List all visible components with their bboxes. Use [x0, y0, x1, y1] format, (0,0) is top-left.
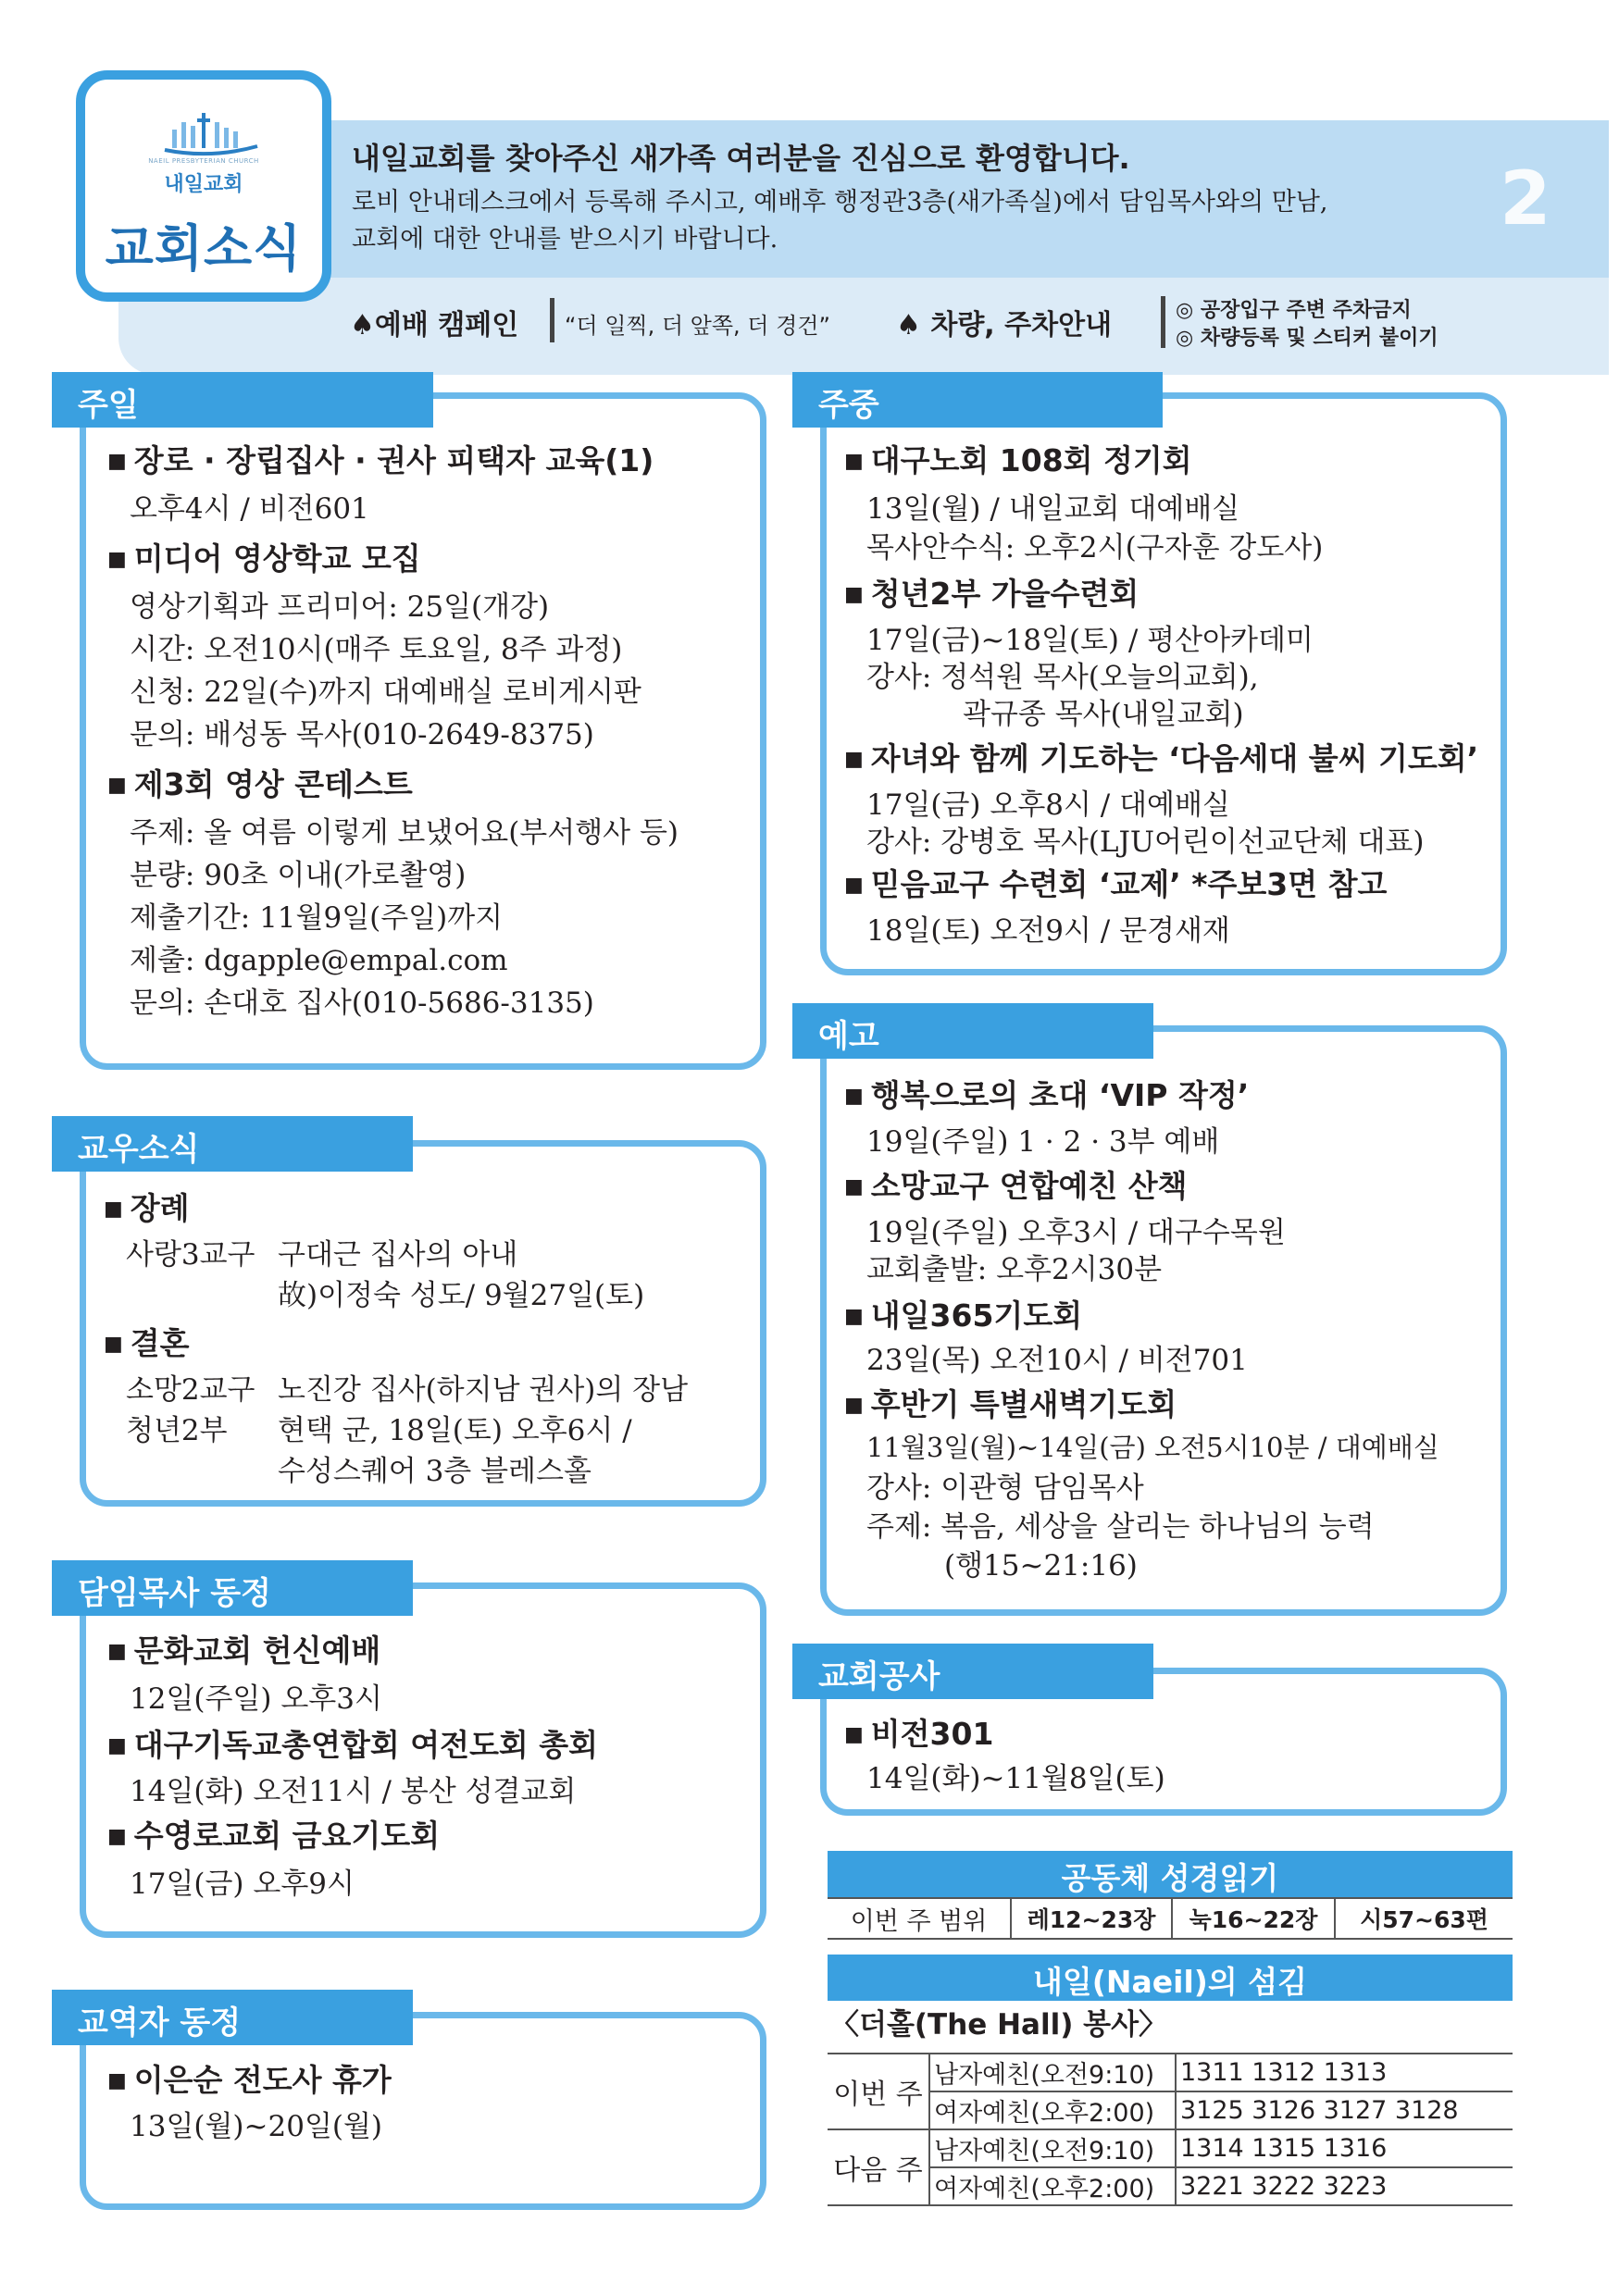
- sunday-item-2: ■ 미디어 영상학교 모집: [107, 535, 421, 578]
- weekday-item-4: ■ 믿음교구 수련회 ‘교제’ *주보3면 참고: [844, 861, 1387, 904]
- hall-service-caption: 〈더홀(The Hall) 봉사〉: [830, 2008, 1168, 2042]
- preview-item-3-line-1: 23일(목) 오전10시 / 비전701: [866, 1344, 1248, 1377]
- group-numbers: 3221 3222 3223: [1176, 2167, 1513, 2205]
- hall-service-table: [828, 2053, 1513, 2206]
- sunday-item-1-line-1: 오후4시 / 비전601: [130, 492, 369, 526]
- weekday-item-3-line-2: 강사: 강병호 목사(LJU어린이선교단체 대표): [866, 825, 1425, 859]
- divider: [1161, 296, 1165, 348]
- construction-section-title: 교회공사: [792, 1644, 1153, 1699]
- preview-item-3: ■ 내일365기도회: [844, 1292, 1082, 1335]
- parking-label: ♠ 차량, 주차안내: [896, 309, 1113, 341]
- members-item-1-line-1: 구대근 집사의 아내: [278, 1238, 518, 1272]
- page-number: 2: [1500, 155, 1551, 242]
- preview-item-4: ■ 후반기 특별새벽기도회: [844, 1381, 1177, 1424]
- sunday-section-title: 주일: [52, 372, 433, 428]
- welcome-line-1: 로비 안내데스크에서 등록해 주시고, 예배후 행정관3층(새가족실)에서 담임목사와의 만남,: [352, 188, 1328, 217]
- weekday-item-3: ■ 자녀와 함께 기도하는 ‘다음세대 불씨 기도회’: [844, 735, 1478, 778]
- sunday-item-2-line-2: 시간: 오전10시(매주 토요일, 8주 과정): [130, 633, 623, 666]
- preview-item-2-line-2: 교회출발: 오후2시30분: [866, 1253, 1163, 1286]
- church-logo-icon: [159, 104, 263, 159]
- bible-reading-title: 공동체 성경읽기: [828, 1851, 1513, 1897]
- weekday-item-2-line-2: 강사: 정석원 목사(오늘의교회),: [866, 661, 1259, 694]
- sunday-item-1: ■ 장로 · 장립집사 · 권사 피택자 교육(1): [107, 437, 654, 480]
- group-numbers: 3125 3126 3127 3128: [1176, 2091, 1513, 2129]
- weekday-item-1: ■ 대구노회 108회 정기회: [844, 437, 1192, 480]
- pastor-item-3: ■ 수영로교회 금요기도회: [107, 1812, 440, 1855]
- sunday-item-3-line-2: 분량: 90초 이내(가로촬영): [130, 859, 467, 892]
- preview-item-2: ■ 소망교구 연합예친 산책: [844, 1162, 1188, 1206]
- pastor-item-1-line-1: 12일(주일) 오후3시: [130, 1682, 382, 1716]
- pastor-item-1: ■ 문화교회 헌신예배: [107, 1627, 380, 1670]
- bible-reading-range: 레12~23장: [1011, 1898, 1172, 1939]
- sunday-item-2-line-3: 신청: 22일(수)까지 대예배실 로비게시판: [130, 676, 641, 709]
- weekday-section-title: 주중: [792, 372, 1163, 428]
- group-label: 여자예친(오후2:00): [929, 2167, 1176, 2205]
- preview-item-2-line-1: 19일(주일) 오후3시 / 대구수목원: [866, 1216, 1286, 1249]
- sunday-item-2-line-4: 문의: 배성동 목사(010-2649-8375): [130, 718, 594, 751]
- members-item-1: ■ 장례: [104, 1185, 190, 1228]
- members-item-2-group-1: 소망2교구: [126, 1373, 255, 1407]
- sunday-item-3-line-3: 제출기간: 11월9일(주일)까지: [130, 901, 504, 935]
- logo-box: [76, 70, 331, 302]
- construction-item-1: ■ 비전301: [844, 1710, 993, 1754]
- weekday-item-2-line-3: 곽규종 목사(내일교회): [963, 698, 1244, 731]
- week-label: 다음 주: [828, 2129, 929, 2205]
- pastor-item-3-line-1: 17일(금) 오후9시: [130, 1868, 355, 1901]
- group-label: 남자예친(오전9:10): [929, 2129, 1176, 2167]
- preview-item-4-line-4: (행15~21:16): [944, 1549, 1138, 1582]
- weekday-item-3-line-1: 17일(금) 오후8시 / 대예배실: [866, 788, 1230, 822]
- members-item-2-line-3: 수성스퀘어 3층 블레스홀: [278, 1455, 592, 1488]
- weekday-item-2-line-1: 17일(금)~18일(토) / 평산아카데미: [866, 624, 1314, 657]
- week-label: 이번 주: [828, 2054, 929, 2129]
- bible-reading-label: 이번 주 범위: [828, 1898, 1011, 1939]
- page-title: 교회소식: [105, 219, 303, 278]
- group-numbers: 1311 1312 1313: [1176, 2054, 1513, 2091]
- members-item-2-line-2: 현택 군, 18일(토) 오후6시 /: [278, 1414, 632, 1447]
- preview-item-4-line-3: 주제: 복음, 세상을 살리는 하나님의 능력: [866, 1510, 1375, 1544]
- bible-reading-range: 눅16~22장: [1172, 1898, 1335, 1939]
- preview-item-1: ■ 행복으로의 초대 ‘VIP 작정’: [844, 1072, 1249, 1115]
- pastor-item-2-line-1: 14일(화) 오전11시 / 봉산 성결교회: [130, 1775, 577, 1808]
- sunday-item-3-line-4: 제출: dgapple@empal.com: [130, 944, 508, 977]
- preview-item-4-line-2: 강사: 이관형 담임목사: [866, 1471, 1144, 1505]
- members-item-1-line-2: 故)이정숙 성도/ 9월27일(토): [278, 1279, 645, 1312]
- members-item-1-group: 사랑3교구: [126, 1238, 255, 1272]
- group-numbers: 1314 1315 1316: [1176, 2129, 1513, 2167]
- pastor-section-title: 담임목사 동정: [52, 1560, 413, 1616]
- ministers-item-1: ■ 이은순 전도사 휴가: [107, 2056, 392, 2100]
- preview-item-4-line-1: 11월3일(월)~14일(금) 오전5시10분 / 대예배실: [866, 1432, 1439, 1463]
- pastor-item-2: ■ 대구기독교총연합회 여전도회 총회: [107, 1721, 598, 1765]
- campaign-label: ♠예배 캠페인: [350, 309, 519, 341]
- sunday-item-3: ■ 제3회 영상 콘테스트: [107, 761, 413, 804]
- preview-item-1-line-1: 19일(주일) 1 · 2 · 3부 예배: [866, 1125, 1220, 1159]
- construction-item-1-line-1: 14일(화)~11월8일(토): [866, 1762, 1165, 1795]
- service-title: 내일(Naeil)의 섬김: [828, 1955, 1513, 2001]
- logo-name: 내일교회: [164, 173, 243, 196]
- welcome-line-2: 교회에 대한 안내를 받으시기 바랍니다.: [352, 225, 778, 254]
- ministers-item-1-line-1: 13일(월)~20일(월): [130, 2110, 383, 2143]
- members-item-2-group-2: 청년2부: [126, 1414, 228, 1447]
- bible-reading-table: [828, 1897, 1513, 1940]
- weekday-item-1-line-1: 13일(월) / 내일교회 대예배실: [866, 492, 1240, 526]
- sunday-item-3-line-1: 주제: 올 여름 이렇게 보냈어요(부서행사 등): [130, 816, 679, 850]
- members-section-title: 교우소식: [52, 1116, 413, 1172]
- sunday-item-3-line-5: 문의: 손대호 집사(010-5686-3135): [130, 987, 594, 1020]
- members-item-2-line-1: 노진강 집사(하지남 권사)의 장남: [278, 1373, 689, 1407]
- weekday-item-4-line-1: 18일(토) 오전9시 / 문경새재: [866, 914, 1230, 948]
- parking-note-2: ◎ 차량등록 및 스티커 붙이기: [1176, 327, 1438, 350]
- sunday-item-2-line-1: 영상기획과 프리미어: 25일(개강): [130, 590, 550, 624]
- divider: [550, 298, 554, 342]
- preview-section-title: 예고: [792, 1003, 1153, 1059]
- logo-subtitle: NAEIL PRESBYTERIAN CHURCH: [148, 157, 259, 165]
- bible-reading-range: 시57~63편: [1335, 1898, 1513, 1939]
- members-item-2: ■ 결혼: [104, 1320, 190, 1363]
- weekday-item-1-line-2: 목사안수식: 오후2시(구자훈 강도사): [866, 531, 1324, 565]
- group-label: 여자예친(오후2:00): [929, 2091, 1176, 2129]
- welcome-heading: 내일교회를 찾아주신 새가족 여러분을 진심으로 환영합니다.: [352, 141, 1130, 176]
- parking-note-1: ◎ 공장입구 주변 주차금지: [1176, 299, 1412, 322]
- weekday-item-2: ■ 청년2부 가을수련회: [844, 570, 1139, 614]
- ministers-section-title: 교역자 동정: [52, 1990, 413, 2045]
- group-label: 남자예친(오전9:10): [929, 2054, 1176, 2091]
- campaign-text: “더 일찍, 더 앞쪽, 더 경건”: [565, 313, 830, 339]
